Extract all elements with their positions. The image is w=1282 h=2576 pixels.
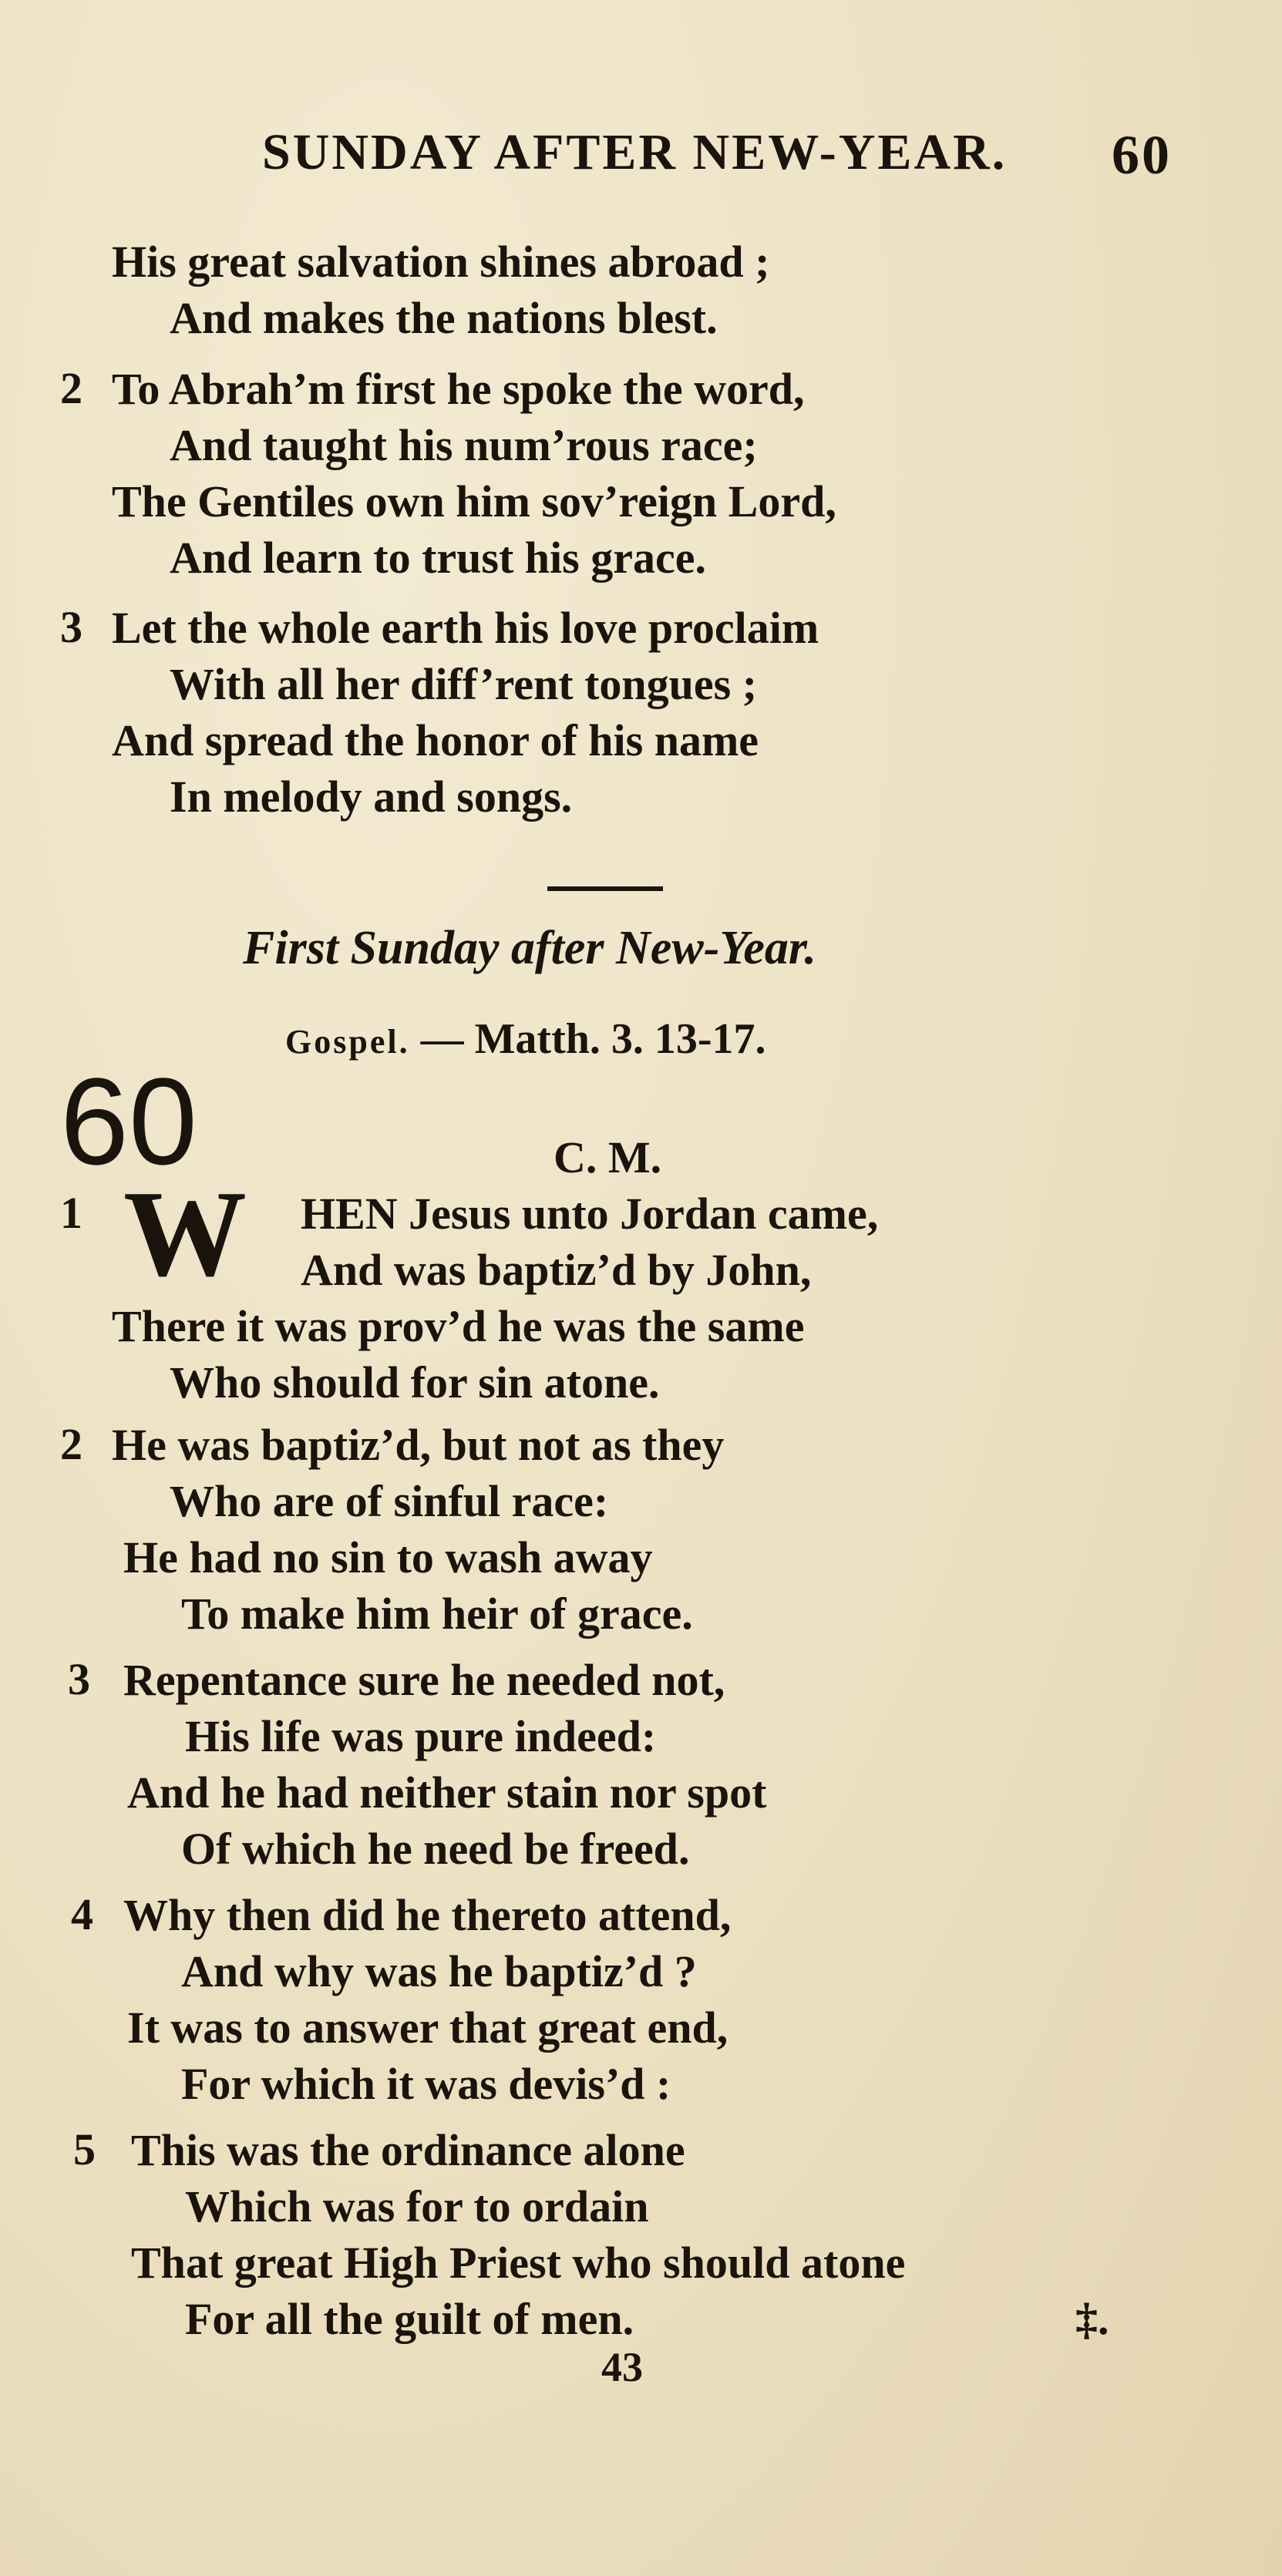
verse-line: And spread the honor of his name (112, 715, 759, 765)
stanza-number: 3 (60, 602, 82, 652)
stanza-number: 2 (60, 363, 82, 413)
stanza-number: 4 (71, 1889, 93, 1939)
verse-line: Who should for sin atone. (170, 1357, 660, 1407)
verse-line: In melody and songs. (170, 772, 573, 822)
verse-line: And learn to trust his grace. (170, 533, 706, 583)
gospel-label: Gospel. (285, 1023, 410, 1061)
verse-line: Who are of sinful race: (170, 1476, 609, 1526)
page-number: 60 (1112, 124, 1172, 186)
stanza-number: 5 (73, 2124, 96, 2174)
verse-line: And was baptiz’d by John, (301, 1245, 812, 1295)
running-title: SUNDAY AFTER NEW-YEAR. (262, 124, 1008, 180)
hymn-meter: C. M. (554, 1132, 662, 1182)
verse-line: To make him heir of grace. (181, 1589, 693, 1639)
section-divider (547, 886, 663, 891)
gospel-citation: — Matth. 3. 13-17. (420, 1015, 766, 1063)
verse-line: There it was prov’d he was the same (112, 1301, 805, 1351)
verse-line: His life was pure indeed: (185, 1711, 657, 1761)
verse-line: He was baptiz’d, but not as they (112, 1420, 725, 1470)
verse-line: And he had neither stain nor spot (127, 1767, 767, 1818)
verse-line: HEN Jesus unto Jordan came, (301, 1189, 879, 1239)
verse-line: Which was for to ordain (185, 2181, 649, 2231)
section-title: First Sunday after New-Year. (243, 922, 817, 974)
verse-line: And makes the nations blest. (170, 293, 718, 343)
folio-number: 43 (601, 2344, 643, 2390)
verse-line: The Gentiles own him sov’reign Lord, (112, 476, 836, 526)
verse-line: Why then did he thereto attend, (123, 1890, 732, 1940)
verse-line: And why was he baptiz’d ? (181, 1946, 697, 1996)
verse-line: His great salvation shines abroad ; (112, 237, 770, 287)
verse-line: Of which he need be freed. (181, 1824, 690, 1874)
stanza-number: 1 (60, 1188, 82, 1238)
verse-line: For all the guilt of men. (185, 2294, 634, 2344)
stanza-number: 3 (68, 1654, 90, 1704)
verse-line: This was the ordinance alone (131, 2125, 685, 2175)
verse-line: For which it was devis’d : (181, 2059, 671, 2109)
verse-line: With all her diff’rent tongues ; (170, 659, 758, 709)
stanza-number: 2 (60, 1419, 82, 1469)
verse-line: And taught his num’rous race; (170, 420, 758, 470)
drop-cap: W (123, 1165, 247, 1302)
verse-line: He had no sin to wash away (123, 1532, 653, 1582)
gospel-reference (285, 1014, 766, 1064)
verse-line: It was to answer that great end, (127, 2003, 728, 2053)
verse-line: Repentance sure he needed not, (123, 1655, 725, 1705)
verse-line: Let the whole earth his love proclaim (112, 603, 819, 653)
hymn-number: 60 (60, 1052, 197, 1190)
verse-line: To Abrah’m first he spoke the word, (112, 364, 805, 414)
signature-mark: ‡. (1075, 2294, 1109, 2344)
verse-line: That great High Priest who should atone (131, 2238, 906, 2288)
